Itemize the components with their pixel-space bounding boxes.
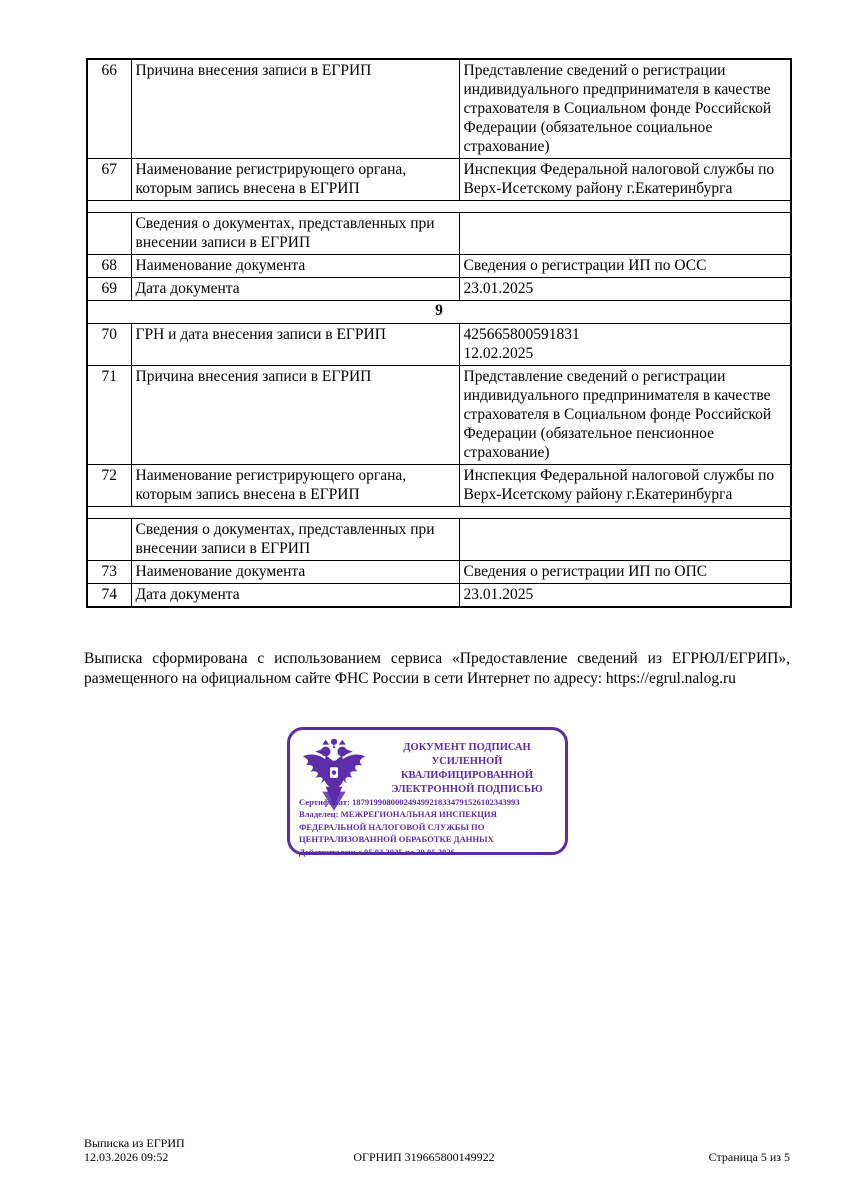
row-value-cell: 23.01.2025 bbox=[459, 278, 791, 301]
certificate-value: 187919908000249499218334791526102343993 bbox=[352, 797, 520, 807]
validity-value: с 05.03.2025 по 29.05.2026 bbox=[358, 846, 455, 857]
row-label-cell: ГРН и дата внесения записи в ЕГРИП bbox=[131, 324, 459, 366]
row-number-cell: 73 bbox=[87, 561, 131, 584]
table-row bbox=[87, 561, 791, 584]
footer-ogrnip: ОГРНИП 319665800149922 bbox=[353, 1150, 495, 1164]
row-number-cell: 68 bbox=[87, 255, 131, 278]
grn-value: 425665800591831 bbox=[463, 326, 580, 343]
row-value-cell: Инспекция Федеральной налоговой службы по Верх-Исетскому району г.Екатеринбурга bbox=[459, 465, 791, 507]
row-label-cell: Дата документа bbox=[131, 584, 459, 608]
table-row bbox=[87, 519, 791, 561]
row-number-cell: 74 bbox=[87, 584, 131, 608]
row-number-cell: 66 bbox=[87, 59, 131, 159]
row-value-cell: Представление сведений о регистрации индивидуального предпринимателя в качестве страхователя в Социальном фонде Российской Федерации (обязательное социальное страхование) bbox=[459, 59, 791, 159]
note-paragraph: Выписка сформирована с использованием сервиса «Предоставление сведений из ЕГРЮЛ/ЕГРИП», размещенного на официальном сайте ФНС России в сети Интернет по адресу: https://egrul.nalog.ru bbox=[84, 650, 790, 687]
row-label-cell: Наименование документа bbox=[131, 561, 459, 584]
owner-label: Владелец: bbox=[299, 809, 339, 820]
row-value-cell bbox=[459, 213, 791, 255]
row-value-cell bbox=[459, 324, 791, 366]
row-label-cell: Причина внесения записи в ЕГРИП bbox=[131, 59, 459, 159]
table-row bbox=[87, 465, 791, 507]
section-number-row bbox=[87, 301, 791, 324]
table-row bbox=[87, 278, 791, 301]
spacer-row bbox=[87, 201, 791, 213]
row-label-cell: Сведения о документах, представленных при внесении записи в ЕГРИП bbox=[131, 519, 459, 561]
grn-date-value: 12.02.2025 bbox=[463, 345, 534, 362]
row-label-cell: Наименование документа bbox=[131, 255, 459, 278]
row-value-cell: Представление сведений о регистрации индивидуального предпринимателя в качестве страхователя в Социальном фонде Российской Федерации (обязательное пенсионное страхование) bbox=[459, 366, 791, 465]
record-table bbox=[86, 58, 792, 608]
spacer-row bbox=[87, 507, 791, 519]
footer-page-number: Страница 5 из 5 bbox=[708, 1150, 790, 1164]
footer-doc-type: Выписка из ЕГРИП bbox=[84, 1136, 185, 1150]
row-number-cell: 70 bbox=[87, 324, 131, 366]
footer-datetime: 12.03.2026 09:52 bbox=[84, 1150, 169, 1164]
row-label-cell: Причина внесения записи в ЕГРИП bbox=[131, 366, 459, 465]
table-row bbox=[87, 213, 791, 255]
row-label-cell: Наименование регистрирующего органа, которым запись внесена в ЕГРИП bbox=[131, 159, 459, 201]
owner-value: МЕЖРЕГИОНАЛЬНАЯ ИНСПЕКЦИЯ ФЕДЕРАЛЬНОЙ НАЛОГОВОЙ СЛУЖБЫ ПО ЦЕНТРАЛИЗОВАННОЙ ОБРАБОТКЕ ДАННЫХ bbox=[299, 809, 497, 845]
table-row bbox=[87, 59, 791, 159]
table-row bbox=[87, 255, 791, 278]
stamp-title-line2: УСИЛЕННОЙ КВАЛИФИЦИРОВАННОЙ bbox=[400, 756, 534, 781]
row-number-cell: 72 bbox=[87, 465, 131, 507]
row-number-cell: 67 bbox=[87, 159, 131, 201]
stamp-details bbox=[299, 796, 557, 858]
row-number-cell bbox=[87, 213, 131, 255]
row-value-cell: 23.01.2025 bbox=[459, 584, 791, 608]
table-row bbox=[87, 324, 791, 366]
row-label-cell: Дата документа bbox=[131, 278, 459, 301]
row-value-cell: Сведения о регистрации ИП по ОСС bbox=[459, 255, 791, 278]
section-number: 9 bbox=[87, 301, 791, 324]
owner-line bbox=[299, 808, 557, 845]
row-label-cell: Наименование регистрирующего органа, которым запись внесена в ЕГРИП bbox=[131, 465, 459, 507]
row-number-cell bbox=[87, 519, 131, 561]
table-row bbox=[87, 584, 791, 608]
row-value-cell: Инспекция Федеральной налоговой службы по Верх-Исетскому району г.Екатеринбурга bbox=[459, 159, 791, 201]
row-label-cell: Сведения о документах, представленных при внесении записи в ЕГРИП bbox=[131, 213, 459, 255]
row-number-cell: 69 bbox=[87, 278, 131, 301]
table-row bbox=[87, 366, 791, 465]
row-value-cell bbox=[459, 519, 791, 561]
row-number-cell: 71 bbox=[87, 366, 131, 465]
row-value-cell: Сведения о регистрации ИП по ОПС bbox=[459, 561, 791, 584]
validity-line bbox=[299, 846, 557, 858]
signature-stamp bbox=[287, 727, 568, 855]
certificate-line bbox=[299, 796, 557, 808]
table-row bbox=[87, 159, 791, 201]
stamp-title bbox=[374, 741, 560, 797]
stamp-title-line1: ДОКУМЕНТ ПОДПИСАН bbox=[403, 742, 531, 753]
validity-label: Действителен: bbox=[299, 846, 356, 857]
stamp-title-line3: ЭЛЕКТРОННОЙ ПОДПИСЬЮ bbox=[391, 784, 543, 795]
certificate-label: Сертификат: bbox=[299, 797, 350, 807]
